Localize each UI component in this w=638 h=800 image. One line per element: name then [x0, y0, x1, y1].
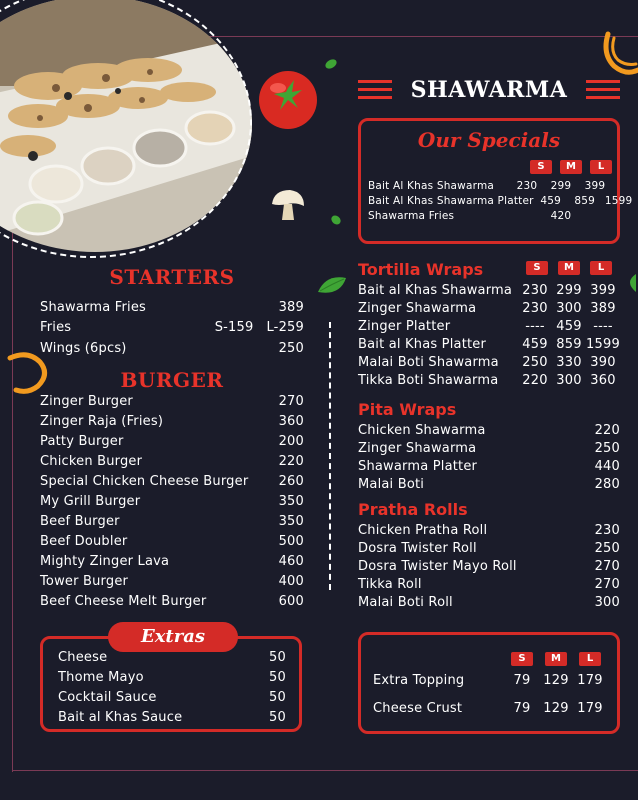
price-large: 179	[577, 701, 603, 716]
item-name: Chicken Shawarma	[358, 423, 486, 438]
item-name: Tikka Roll	[358, 577, 422, 592]
price-medium: 299	[556, 283, 582, 298]
item-name: Shawarma Platter	[358, 459, 478, 474]
item-price: 230	[594, 523, 620, 538]
item-price: 460	[278, 554, 304, 569]
menu-item	[40, 454, 304, 469]
price-small: 79	[513, 673, 531, 688]
pepper-ring-icon	[600, 30, 638, 80]
item-name: Chicken Pratha Roll	[358, 523, 488, 538]
price-large	[578, 210, 612, 222]
menu-item	[373, 673, 607, 688]
menu-item	[358, 577, 620, 592]
size-m: M	[560, 160, 582, 174]
starters-title: STARTERS	[109, 265, 235, 289]
item-name: Patty Burger	[40, 434, 124, 449]
item-price: 440	[594, 459, 620, 474]
item-price: 50	[269, 650, 286, 665]
menu-item	[58, 710, 286, 725]
size-s: S	[526, 261, 548, 275]
tomato-icon	[256, 66, 320, 130]
pratha-title: Pratha Rolls	[358, 500, 468, 519]
menu-item	[358, 477, 620, 492]
menu-item	[40, 534, 304, 549]
leaf-icon	[324, 58, 338, 70]
item-name: Fries	[40, 320, 72, 335]
menu-item	[358, 459, 620, 474]
menu-item	[40, 434, 304, 449]
price-small: 459	[522, 337, 548, 352]
item-name: Zinger Shawarma	[358, 301, 477, 316]
leaf-icon	[316, 274, 348, 300]
item-price: 50	[269, 710, 286, 725]
leaf-icon	[330, 214, 342, 226]
item-name: Malai Boti Roll	[358, 595, 453, 610]
item-prices	[518, 355, 620, 370]
item-name: Thome Mayo	[58, 670, 144, 685]
item-price: 270	[594, 559, 620, 574]
item-name: Bait al Khas Shawarma	[358, 283, 513, 298]
item-name: Zinger Platter	[358, 319, 451, 334]
menu-item	[358, 595, 620, 610]
price-medium: 420	[550, 210, 572, 222]
price-medium: 129	[543, 673, 569, 688]
price-large: 399	[590, 283, 616, 298]
item-price: 600	[278, 594, 304, 609]
price-medium: 299	[550, 180, 572, 192]
menu-item	[40, 300, 304, 315]
item-prices	[534, 195, 636, 207]
item-name: Cocktail Sauce	[58, 690, 157, 705]
menu-item	[358, 441, 620, 456]
menu-item	[358, 541, 620, 556]
price-small: 79	[513, 701, 531, 716]
item-name: Beef Doubler	[40, 534, 128, 549]
item-price: 350	[278, 494, 304, 509]
item-price: 350	[278, 514, 304, 529]
menu-item	[368, 180, 612, 192]
item-price: 500	[278, 534, 304, 549]
item-name: Malai Boti Shawarma	[358, 355, 499, 370]
price-medium: 129	[543, 701, 569, 716]
menu-item	[358, 319, 620, 334]
item-prices	[505, 701, 607, 716]
header-line-right	[586, 88, 620, 91]
price-large: 389	[590, 301, 616, 316]
item-name: Extra Topping	[373, 673, 465, 688]
price-large: 1599	[604, 195, 633, 207]
menu-item	[40, 474, 304, 489]
menu-item	[358, 337, 620, 352]
size-header	[511, 652, 601, 666]
item-price-large: L-259	[266, 320, 304, 335]
price-small: ----	[525, 319, 545, 334]
item-price: 280	[594, 477, 620, 492]
item-prices	[505, 673, 607, 688]
menu-item	[358, 301, 620, 316]
burger-title: BURGER	[120, 368, 224, 392]
frame-bottom-line	[12, 770, 638, 771]
menu-item	[40, 594, 304, 609]
header-line-left	[358, 88, 392, 91]
menu-item	[358, 373, 620, 388]
item-name: Mighty Zinger Lava	[40, 554, 170, 569]
size-s: S	[530, 160, 552, 174]
item-prices	[518, 301, 620, 316]
menu-item	[40, 554, 304, 569]
size-s: S	[511, 652, 533, 666]
item-name: Chicken Burger	[40, 454, 143, 469]
item-prices	[518, 337, 620, 352]
size-m: M	[558, 261, 580, 275]
price-large: 360	[590, 373, 616, 388]
menu-item	[368, 210, 612, 222]
menu-item	[358, 423, 620, 438]
price-medium: 300	[556, 301, 582, 316]
menu-item	[358, 283, 620, 298]
item-price: 360	[278, 414, 304, 429]
item-name: Dosra Twister Mayo Roll	[358, 559, 517, 574]
price-medium: 859	[574, 195, 595, 207]
price-large: 1599	[586, 337, 620, 352]
item-prices	[518, 283, 620, 298]
item-prices	[518, 319, 620, 334]
price-small: 459	[540, 195, 561, 207]
item-price: 300	[594, 595, 620, 610]
size-m: M	[545, 652, 567, 666]
item-price	[215, 320, 304, 335]
size-l: L	[590, 160, 612, 174]
item-name: Tower Burger	[40, 574, 129, 589]
item-name: Beef Burger	[40, 514, 120, 529]
menu-item	[40, 514, 304, 529]
price-small: 230	[522, 301, 548, 316]
menu-item	[58, 670, 286, 685]
price-large: 179	[577, 673, 603, 688]
menu-item	[40, 574, 304, 589]
price-medium: 459	[556, 319, 582, 334]
size-l: L	[579, 652, 601, 666]
price-small: 250	[522, 355, 548, 370]
price-small: 230	[522, 283, 548, 298]
menu-item	[358, 559, 620, 574]
item-name: Zinger Burger	[40, 394, 133, 409]
item-name: Malai Boti	[358, 477, 425, 492]
price-large: ----	[593, 319, 613, 334]
pepper-ring-icon	[6, 352, 48, 398]
item-name: Bait al Khas Platter	[358, 337, 487, 352]
size-l: L	[590, 261, 612, 275]
specials-title: Our Specials	[417, 128, 561, 152]
extras-title: Extras	[108, 622, 238, 652]
menu-item	[373, 701, 607, 716]
item-name: Bait Al Khas Shawarma Platter	[368, 195, 534, 207]
item-prices	[518, 373, 620, 388]
price-small: 230	[516, 180, 538, 192]
item-price: 260	[278, 474, 304, 489]
price-small	[510, 210, 544, 222]
menu-item	[40, 320, 304, 335]
header-line-left	[358, 80, 392, 83]
item-name: Zinger Shawarma	[358, 441, 477, 456]
size-header	[526, 261, 612, 275]
item-price: 270	[278, 394, 304, 409]
item-name: Tikka Boti Shawarma	[358, 373, 499, 388]
shawarma-title: SHAWARMA	[410, 77, 568, 103]
item-name: Bait al Khas Sauce	[58, 710, 183, 725]
menu-item	[58, 690, 286, 705]
item-price: 220	[594, 423, 620, 438]
price-large: 399	[584, 180, 606, 192]
menu-item	[40, 341, 304, 356]
price-small: 220	[522, 373, 548, 388]
item-price: 50	[269, 670, 286, 685]
item-name: My Grill Burger	[40, 494, 141, 509]
item-prices	[510, 180, 612, 192]
item-price: 270	[594, 577, 620, 592]
leaf-icon	[622, 272, 638, 294]
item-price: 250	[278, 341, 304, 356]
photo-dashed-ring	[0, 0, 252, 258]
item-name: Shawarma Fries	[40, 300, 146, 315]
menu-item	[40, 394, 304, 409]
item-price: 200	[278, 434, 304, 449]
item-price: 50	[269, 690, 286, 705]
price-medium: 300	[556, 373, 582, 388]
item-name: Cheese	[58, 650, 108, 665]
item-name: Special Chicken Cheese Burger	[40, 474, 249, 489]
item-name: Beef Cheese Melt Burger	[40, 594, 207, 609]
item-name: Dosra Twister Roll	[358, 541, 477, 556]
price-large: 390	[590, 355, 616, 370]
mushroom-icon	[270, 188, 306, 222]
menu-item	[40, 414, 304, 429]
item-price: 250	[594, 441, 620, 456]
item-name: Cheese Crust	[373, 701, 463, 716]
pita-title: Pita Wraps	[358, 400, 457, 419]
item-price: 220	[278, 454, 304, 469]
menu-item	[40, 494, 304, 509]
column-separator	[329, 322, 331, 590]
menu-item	[58, 650, 286, 665]
menu-item	[358, 355, 620, 370]
header-line-right	[586, 80, 620, 83]
tortilla-title: Tortilla Wraps	[358, 260, 484, 279]
item-price: 389	[278, 300, 304, 315]
size-header	[530, 160, 612, 174]
header-line-left	[358, 96, 392, 99]
item-price: 400	[278, 574, 304, 589]
item-name: Wings (6pcs)	[40, 341, 127, 356]
price-medium: 330	[556, 355, 582, 370]
menu-item	[368, 195, 633, 207]
header-line-right	[586, 96, 620, 99]
item-price: 250	[594, 541, 620, 556]
item-name: Bait Al Khas Shawarma	[368, 180, 495, 192]
item-prices	[510, 210, 612, 222]
price-medium: 859	[556, 337, 582, 352]
item-price-small: S-159	[214, 320, 254, 335]
menu-item	[358, 523, 620, 538]
item-name: Zinger Raja (Fries)	[40, 414, 164, 429]
item-name: Shawarma Fries	[368, 210, 455, 222]
